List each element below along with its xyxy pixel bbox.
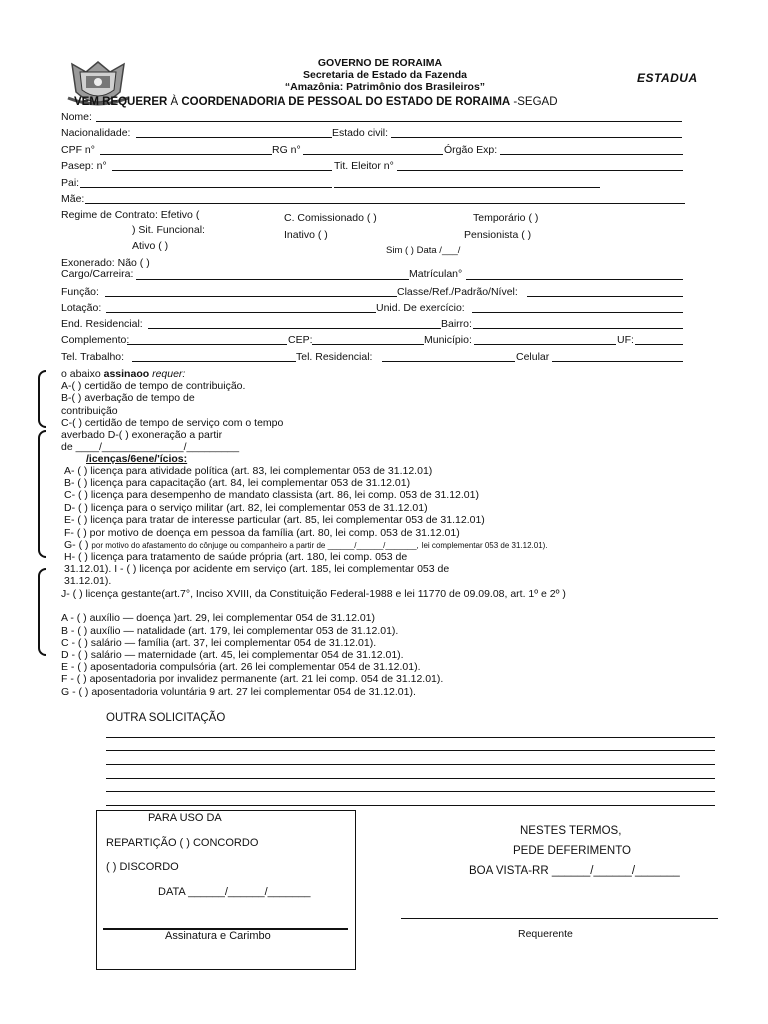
input-cpf[interactable]: [100, 154, 272, 155]
label-lotacao: Lotação:: [61, 302, 102, 314]
licenca-h[interactable]: H- ( ) licença para tratamento de saúde própria (art. 180, lei comp. 053 de: [64, 551, 408, 563]
intro-b: assinaoo: [103, 368, 150, 380]
label-complemento: Complemento:: [61, 334, 130, 346]
input-estado-civil[interactable]: [391, 137, 682, 138]
input-mae[interactable]: [85, 203, 685, 204]
licenca-b[interactable]: B- ( ) licença para capacitação (art. 84, lei complementar 053 de 31.12.01): [64, 477, 411, 489]
vem-requerer: VEM REQUERER: [74, 96, 168, 108]
input-nome[interactable]: [96, 121, 682, 122]
requerente-signature-line[interactable]: [401, 918, 718, 919]
licenca-g[interactable]: [64, 539, 548, 551]
label-end: End. Residencial:: [61, 318, 143, 330]
label-cep: CEP:: [288, 334, 313, 346]
label-nome: Nome:: [61, 111, 92, 123]
request-c3[interactable]: de ____/______________/_________: [61, 441, 240, 453]
intro-a: o abaixo: [61, 368, 104, 380]
beneficio-f[interactable]: F - ( ) aposentadoria por invalidez permanente (art. 21 lei comp. 054 de 31.12.01).: [61, 673, 444, 685]
licenca-g-lei: lei complementar 053 de 31.12.01).: [421, 541, 548, 550]
request-heading: [74, 96, 558, 108]
label-titulo: Tit. Eleitor n°: [334, 160, 394, 172]
box-assinatura: Assinatura e Carimbo: [165, 930, 271, 942]
label-tel-trabalho: Tel. Trabalho:: [61, 351, 125, 363]
header-estadual: ESTADUA: [637, 71, 698, 85]
input-unid[interactable]: [472, 312, 683, 313]
input-tel-trabalho[interactable]: [132, 361, 296, 362]
input-orgao[interactable]: [500, 154, 683, 155]
brace-1: [38, 370, 46, 428]
label-pasep: Pasep: n°: [61, 160, 107, 172]
boa-vista-date: ______/______/_______: [551, 865, 680, 877]
input-classe[interactable]: [527, 296, 683, 297]
input-pai-cont[interactable]: [334, 187, 600, 188]
option-inativo[interactable]: Inativo ( ): [284, 229, 328, 241]
label-rg: RG n°: [272, 144, 301, 156]
beneficio-b[interactable]: B - ( ) auxílio — natalidade (art. 179, lei complementar 053 de 31.12.01).: [61, 625, 399, 637]
licenca-e[interactable]: E- ( ) licença para tratar de interesse particular (art. 85, lei complementar 053 de 31.12.01): [64, 514, 485, 526]
brace-3: [38, 568, 46, 656]
label-exonerado: Exonerado: Não ( ): [61, 257, 150, 269]
label-matricula: Matrículan°: [409, 268, 463, 280]
heading-a: À: [170, 96, 179, 108]
segad: -SEGAD: [513, 96, 558, 108]
label-municipio: Município:: [424, 334, 472, 346]
header-secretaria: Secretaria de Estado da Fazenda: [303, 69, 467, 81]
request-b1[interactable]: B-( ) averbação de tempo de: [61, 392, 195, 404]
brace-2: [38, 430, 46, 558]
option-pensionista[interactable]: Pensionista ( ): [464, 229, 532, 241]
licenca-g-text: por motivo do afastamento do cônjuge ou companheiro a partir de ______/______/_______,: [91, 541, 419, 550]
input-end[interactable]: [148, 328, 441, 329]
closing-pede: PEDE DEFERIMENTO: [513, 845, 631, 857]
input-funcao[interactable]: [105, 296, 397, 297]
outra-line-5[interactable]: [106, 791, 715, 792]
boa-vista-label: BOA VISTA-RR: [469, 865, 549, 877]
request-intro: [61, 368, 185, 380]
header-slogan: “Amazônia: Patrimônio dos Brasileiros”: [284, 81, 486, 93]
input-bairro[interactable]: [473, 328, 683, 329]
box-discordo[interactable]: ( ) DISCORDO: [106, 861, 179, 873]
outra-line-2[interactable]: [106, 750, 715, 751]
input-nacionalidade[interactable]: [136, 137, 332, 138]
input-tel-res[interactable]: [382, 361, 515, 362]
outra-line-6[interactable]: [106, 805, 715, 806]
input-pai[interactable]: [80, 187, 332, 188]
label-tel-res: Tel. Residencial:: [296, 351, 373, 363]
licenca-j[interactable]: J- ( ) licença gestante(art.7°, Inciso XVIII, da Constituição Federal-1988 e lei 11770 de 09.09.08, art. 1º e 2º ): [61, 588, 566, 600]
label-bairro: Bairro:: [441, 318, 472, 330]
label-nacionalidade: Nacionalidade:: [61, 127, 131, 139]
beneficio-a[interactable]: A - ( ) auxílio — doença )art. 29, lei complementar 054 de 31.12.01): [61, 612, 376, 624]
label-cargo: Cargo/Carreira:: [61, 268, 134, 280]
request-a[interactable]: A-( ) certidão de tempo de contribuição.: [61, 380, 246, 392]
input-pasep[interactable]: [112, 170, 332, 171]
intro-c: requer:: [149, 368, 186, 380]
input-matricula[interactable]: [466, 279, 683, 280]
requerente-label: Requerente: [518, 928, 573, 940]
label-mae: Mãe:: [61, 193, 85, 205]
request-c1[interactable]: C-( ) certidão de tempo de serviço com o tempo: [61, 417, 284, 429]
input-cep[interactable]: [312, 344, 424, 345]
label-funcao: Função:: [61, 286, 99, 298]
label-unid: Unid. De exercício:: [376, 302, 465, 314]
label-uf: UF:: [617, 334, 634, 346]
closing-boa-vista[interactable]: [469, 865, 680, 877]
licenca-i[interactable]: 31.12.01). I - ( ) licença por acidente em serviço (art. 185, lei complementar 053 de: [64, 563, 450, 575]
option-temporario[interactable]: Temporário ( ): [473, 212, 539, 224]
option-sim-data[interactable]: Sim ( ) Data /___/: [386, 245, 461, 256]
label-regime: Regime de Contrato: Efetivo (: [61, 209, 200, 221]
outra-solicitacao-label: OUTRA SOLICITAÇÃO: [106, 712, 226, 724]
input-cargo[interactable]: [136, 279, 409, 280]
input-municipio[interactable]: [474, 344, 616, 345]
coordenadoria: COORDENADORIA DE PESSOAL DO ESTADO DE RORAIMA: [181, 96, 511, 108]
input-rg[interactable]: [303, 154, 443, 155]
closing-nestes: NESTES TERMOS,: [520, 825, 622, 837]
option-comissionado[interactable]: C. Comissionado ( ): [284, 212, 377, 224]
outra-line-3[interactable]: [106, 764, 715, 765]
beneficio-c[interactable]: C - ( ) salário — família (art. 37, lei complementar 054 de 31.12.01).: [61, 637, 377, 649]
request-b2: contribuição: [61, 405, 118, 417]
outra-line-4[interactable]: [106, 778, 715, 779]
box-data[interactable]: DATA ______/______/_______: [158, 886, 311, 898]
input-lotacao[interactable]: [106, 312, 376, 313]
label-classe: Classe/Ref./Padrão/Nível:: [397, 286, 518, 298]
licenca-i-cont: 31.12.01).: [64, 575, 112, 587]
licenca-c[interactable]: C- ( ) licença para desempenho de mandato classista (art. 86, lei comp. 053 de 31.12.01): [64, 489, 479, 501]
licenca-a[interactable]: A- ( ) licença para atividade política (art. 83, lei complementar 053 de 31.12.01): [64, 465, 433, 477]
input-titulo[interactable]: [397, 170, 683, 171]
beneficio-e[interactable]: E - ( ) aposentadoria compulsória (art. 26 lei complementar 054 de 31.12.01).: [61, 661, 421, 673]
label-pai: Pai:: [61, 177, 80, 189]
label-cpf: CPF n°: [61, 144, 95, 156]
box-para-uso: PARA USO DA: [148, 812, 222, 824]
box-reparticao[interactable]: REPARTIÇÃO ( ) CONCORDO: [106, 837, 259, 849]
licenca-f[interactable]: F- ( ) por motivo de doença em pessoa da família (art. 80, lei comp. 053 de 31.12.01): [64, 527, 460, 539]
label-sit-funcional: ) Sit. Funcional:: [132, 224, 205, 236]
input-uf[interactable]: [635, 344, 683, 345]
licenca-g-prefix: G- ( ): [64, 539, 89, 551]
option-ativo[interactable]: Ativo ( ): [132, 240, 169, 252]
header-gov: GOVERNO DE RORAIMA: [317, 57, 443, 69]
input-celular[interactable]: [552, 361, 683, 362]
label-orgao: Órgão Exp:: [444, 144, 498, 156]
beneficio-d[interactable]: D - ( ) salário — maternidade (art. 45, lei complementar 054 de 31.12.01).: [61, 649, 404, 661]
licencas-title: /icenças/6ene/'ícios:: [86, 453, 188, 465]
label-celular: Celular: [516, 351, 550, 363]
licenca-d[interactable]: D- ( ) licença para o serviço militar (art. 82, lei complementar 053 de 31.12.01): [64, 502, 428, 514]
outra-line-1[interactable]: [106, 737, 715, 738]
request-c2[interactable]: averbado D-( ) exoneração a partir: [61, 429, 223, 441]
beneficio-g[interactable]: G - ( ) aposentadoria voluntária 9 art. 27 lei complementar 054 de 31.12.01).: [61, 686, 416, 698]
label-estado-civil: Estado civil:: [332, 127, 389, 139]
input-complemento[interactable]: [127, 344, 287, 345]
